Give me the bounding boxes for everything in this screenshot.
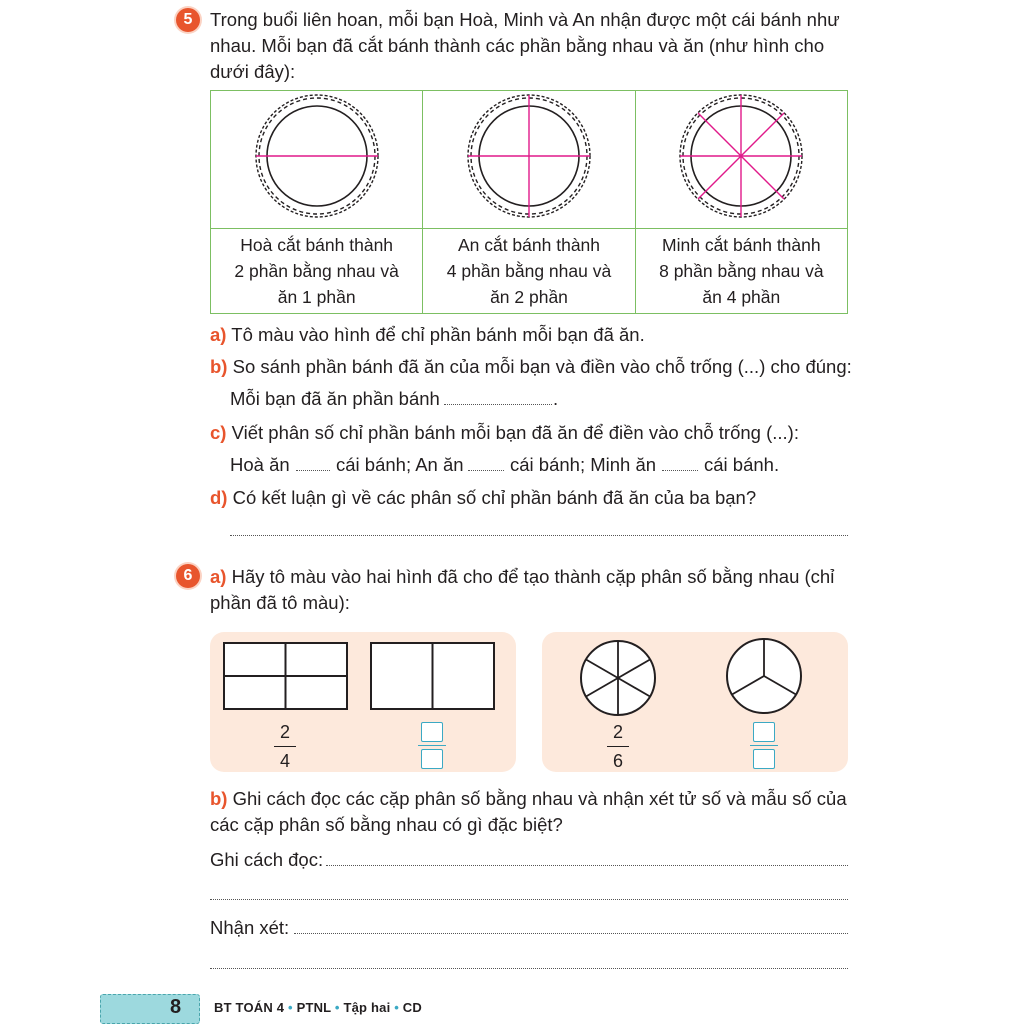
page-number: 8 xyxy=(170,996,182,1018)
cake-cell-hoa xyxy=(211,91,423,229)
intro-line: dưới đây): xyxy=(210,61,296,82)
comment-answer-line-1[interactable] xyxy=(294,933,848,934)
cake-halves-image[interactable] xyxy=(252,91,382,221)
book-title: BT TOÁN 4 • PTNL • Tập hai • CD xyxy=(214,1000,422,1015)
question-6b: b) Ghi cách đọc các cặp phân số bằng nhau và nhận xét tử số và mẫu số của các cặp phân số bằng nhau có gì đặc biệt? xyxy=(210,788,847,835)
cake-table xyxy=(210,90,848,314)
fill-5c-hoa-blank[interactable] xyxy=(296,470,330,471)
cake-cell-minh xyxy=(635,91,847,229)
fill-5c-an-blank[interactable] xyxy=(468,470,504,471)
caption-hoa: Hoà cắt bánh thành 2 phần bằng nhau và ăn 1 phần xyxy=(211,229,423,314)
question-5c: c) Viết phân số chỉ phần bánh mỗi bạn đã ăn để điền vào chỗ trống (...): xyxy=(210,422,799,443)
caption-minh: Minh cắt bánh thành 8 phần bằng nhau và ăn 4 phần xyxy=(635,229,847,314)
rectangle-quarters[interactable] xyxy=(222,641,350,711)
answer-numerator-box-1[interactable] xyxy=(421,722,443,742)
fill-5c-end: cái bánh. xyxy=(704,454,780,475)
question-6a: a) Hãy tô màu vào hai hình đã cho để tạo thành cặp phân số bằng nhau (chỉ phần đã tô màu): xyxy=(210,566,835,613)
cake-cell-an xyxy=(423,91,635,229)
comment-answer-line-2[interactable] xyxy=(210,968,848,969)
cake-quarters-image[interactable] xyxy=(464,91,594,221)
answer-denominator-box-2[interactable] xyxy=(753,749,775,769)
fraction-2-4: 2 4 xyxy=(270,721,300,772)
exercise-5-intro xyxy=(210,7,860,85)
fraction-2-6: 2 6 xyxy=(603,721,633,772)
exercise-5-badge: 5 xyxy=(176,8,200,32)
fill-5c-hoa: Hoà ăn xyxy=(230,454,290,475)
question-5d: d) Có kết luận gì về các phân số chỉ phần bánh đã ăn của ba bạn? xyxy=(210,487,757,508)
answer-denominator-box-1[interactable] xyxy=(421,749,443,769)
question-5a: a) Tô màu vào hình để chỉ phần bánh mỗi bạn đã ăn. xyxy=(210,324,645,345)
read-answer-line-1[interactable] xyxy=(326,865,848,866)
answer-fraction-bar-2 xyxy=(750,745,778,746)
fill-5c-minh-blank[interactable] xyxy=(662,470,698,471)
answer-fraction-bar-1 xyxy=(418,745,446,746)
fill-5b-blank[interactable] xyxy=(444,404,552,405)
read-label: Ghi cách đọc: xyxy=(210,849,324,870)
fill-5b-period: . xyxy=(553,388,559,409)
read-answer-line-2[interactable] xyxy=(210,899,848,900)
exercise-6-badge: 6 xyxy=(176,564,200,588)
fill-5c-an: cái bánh; An ăn xyxy=(336,454,464,475)
rectangle-halves[interactable] xyxy=(369,641,497,711)
intro-line: Trong buổi liên hoan, mỗi bạn Hoà, Minh và An nhận được một cái bánh như xyxy=(210,9,840,30)
answer-numerator-box-2[interactable] xyxy=(753,722,775,742)
circle-thirds[interactable] xyxy=(724,636,804,716)
answer-5d-line[interactable] xyxy=(230,535,848,536)
circle-sixths[interactable] xyxy=(578,638,658,718)
comment-label: Nhận xét: xyxy=(210,917,290,938)
fill-5c-minh: cái bánh; Minh ăn xyxy=(510,454,657,475)
fill-5b-label: Mỗi bạn đã ăn phần bánh xyxy=(230,388,440,409)
cake-eighths-image[interactable] xyxy=(676,91,806,221)
caption-an: An cắt bánh thành 4 phần bằng nhau và ăn 2 phần xyxy=(423,229,635,314)
intro-line: nhau. Mỗi bạn đã cắt bánh thành các phần bằng nhau và ăn (như hình cho xyxy=(210,35,825,56)
page-tab xyxy=(100,994,200,1024)
question-5b: b) So sánh phần bánh đã ăn của mỗi bạn và điền vào chỗ trống (...) cho đúng: xyxy=(210,356,852,377)
